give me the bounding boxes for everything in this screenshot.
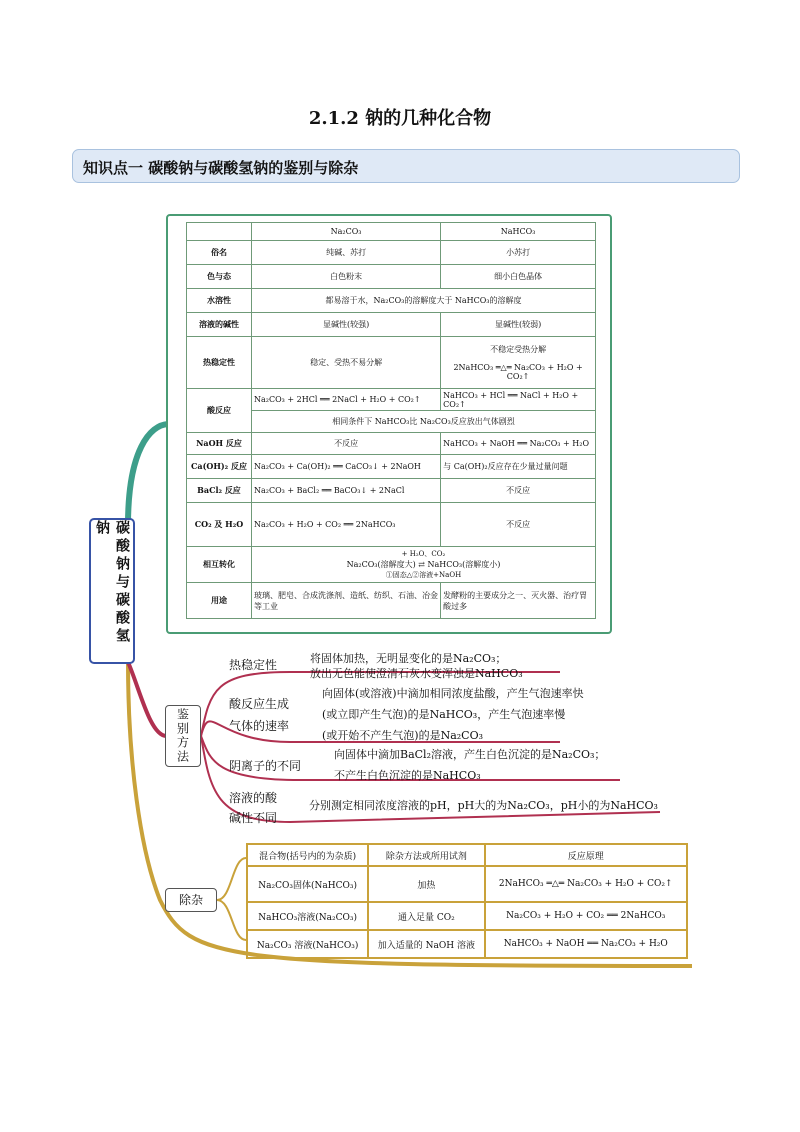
cell: 纯碱、苏打 bbox=[252, 241, 441, 265]
identify-key: 热稳定性 bbox=[229, 658, 278, 672]
cell: 都易溶于水，Na₂CO₃的溶解度大于 NaHCO₃的溶解度 bbox=[252, 289, 596, 313]
identify-text: 不产生白色沉淀的是NaHCO₃ bbox=[334, 769, 481, 782]
removal-cell: 加热 bbox=[368, 866, 484, 902]
equation: Na₂CO₃ + H₂O + CO₂ ══ 2NaHCO₃ bbox=[252, 503, 441, 547]
connector-table bbox=[128, 424, 168, 525]
removal-header: 除杂方法或所用试剂 bbox=[368, 844, 484, 866]
section-title: 知识点一 碳酸钠与碳酸氢钠的鉴别与除杂 bbox=[83, 159, 359, 177]
removal-header: 反应原理 bbox=[485, 844, 687, 866]
identify-text: (或立即产生气泡)的是NaHCO₃，产生气泡速率慢 bbox=[322, 708, 566, 721]
row-label: 水溶性 bbox=[187, 289, 252, 313]
cell bbox=[441, 337, 596, 389]
row-label: 俗名 bbox=[187, 241, 252, 265]
cell: 与 Ca(OH)₂反应存在少量过量问题 bbox=[441, 455, 596, 479]
identify-key: 酸反应生成气体的速率 bbox=[229, 697, 290, 733]
row-label: CO₂ 及 H₂O bbox=[187, 503, 252, 547]
equation: Na₂CO₃ + BaCl₂ ══ BaCO₃↓ + 2NaCl bbox=[252, 479, 441, 503]
removal-table bbox=[246, 843, 688, 959]
removal-cell: Na₂CO₃固体(NaHCO₃) bbox=[247, 866, 368, 902]
row-label: 溶液的碱性 bbox=[187, 313, 252, 337]
header-na2co3: Na₂CO₃ bbox=[252, 223, 441, 241]
removal-cell: NaHCO₃ + NaOH ══ Na₂CO₃ + H₂O bbox=[485, 930, 687, 958]
mindmap-root bbox=[89, 518, 135, 664]
connector-identify bbox=[128, 662, 166, 736]
conversion-bottom: ①固态△②溶液+NaOH bbox=[385, 571, 462, 579]
cell: 不反应 bbox=[441, 479, 596, 503]
identify-text: 放出无色能使澄清石灰水变浑浊是NaHCO₃ bbox=[310, 667, 523, 680]
branch-identify bbox=[165, 705, 201, 767]
identify-key: 溶液的酸碱性不同 bbox=[229, 791, 278, 825]
equation: Na₂CO₃ + Ca(OH)₂ ══ CaCO₃↓ + 2NaOH bbox=[252, 455, 441, 479]
branch-remove: 除杂 bbox=[165, 888, 217, 912]
cell: 稳定、受热不易分解 bbox=[252, 337, 441, 389]
header-nahco3: NaHCO₃ bbox=[441, 223, 596, 241]
equation: NaHCO₃ + NaOH ══ Na₂CO₃ + H₂O bbox=[441, 433, 596, 455]
equation: 2NaHCO₃ ═△═ Na₂CO₃ + H₂O + CO₂↑ bbox=[453, 363, 583, 381]
header-empty bbox=[187, 223, 252, 241]
cell: 相同条件下 NaHCO₃比 Na₂CO₃反应放出气体剧烈 bbox=[252, 411, 596, 433]
equation: NaHCO₃ + HCl ══ NaCl + H₂O + CO₂↑ bbox=[441, 389, 596, 411]
identify-text: 向固体中滴加BaCl₂溶液，产生白色沉淀的是Na₂CO₃； bbox=[334, 748, 606, 761]
identify-text: 向固体(或溶液)中滴加相同浓度盐酸，产生气泡速率快 bbox=[322, 687, 584, 700]
row-label: 相互转化 bbox=[187, 547, 252, 583]
cell-line: 不稳定受热分解 bbox=[490, 345, 547, 354]
removal-cell: 加入适量的 NaOH 溶液 bbox=[368, 930, 484, 958]
cell: 显碱性(较弱) bbox=[441, 313, 596, 337]
conversion-main: Na₂CO₃(溶解度大) ⇄ NaHCO₃(溶解度小) bbox=[346, 560, 501, 569]
identify-text: 分别测定相同浓度溶液的pH，pH大的为Na₂CO₃，pH小的为NaHCO₃ bbox=[309, 799, 658, 812]
identify-key: 阴离子的不同 bbox=[229, 759, 302, 773]
row-label: 酸反应 bbox=[187, 389, 252, 433]
removal-cell: 通入足量 CO₂ bbox=[368, 902, 484, 930]
cell: 细小白色晶体 bbox=[441, 265, 596, 289]
identify-text: 将固体加热，无明显变化的是Na₂CO₃； bbox=[310, 652, 507, 665]
conversion-top: + H₂O、CO₂ bbox=[401, 550, 446, 558]
removal-cell: Na₂CO₃ 溶液(NaHCO₃) bbox=[247, 930, 368, 958]
cell: 不反应 bbox=[252, 433, 441, 455]
row-label: BaCl₂ 反应 bbox=[187, 479, 252, 503]
cell: 显碱性(较强) bbox=[252, 313, 441, 337]
removal-cell: 2NaHCO₃ ═△═ Na₂CO₃ + H₂O + CO₂↑ bbox=[485, 866, 687, 902]
cell: 玻璃、肥皂、合成洗涤剂、造纸、纺织、石油、冶金等工业 bbox=[252, 583, 441, 619]
removal-cell: Na₂CO₃ + H₂O + CO₂ ══ 2NaHCO₃ bbox=[485, 902, 687, 930]
row-label: Ca(OH)₂ 反应 bbox=[187, 455, 252, 479]
cell: 发酵粉的主要成分之一、灭火器、治疗胃酸过多 bbox=[441, 583, 596, 619]
row-label: 热稳定性 bbox=[187, 337, 252, 389]
removal-header: 混合物(括号内的为杂质) bbox=[247, 844, 368, 866]
removal-cell: NaHCO₃溶液(Na₂CO₃) bbox=[247, 902, 368, 930]
cell: 白色粉末 bbox=[252, 265, 441, 289]
conversion-cell bbox=[252, 547, 596, 583]
identify-text: (或开始不产生气泡)的是Na₂CO₃ bbox=[322, 729, 484, 742]
row-label: 色与态 bbox=[187, 265, 252, 289]
comparison-table bbox=[186, 222, 596, 619]
root-label: 碳酸钠与碳酸氢钠 bbox=[94, 520, 130, 646]
cell: 不反应 bbox=[441, 503, 596, 547]
row-label: 用途 bbox=[187, 583, 252, 619]
cell: 小苏打 bbox=[441, 241, 596, 265]
branch-identify-label: 鉴别方法 bbox=[175, 708, 190, 764]
row-label: NaOH 反应 bbox=[187, 433, 252, 455]
page-title: 2.1.2 钠的几种化合物 bbox=[308, 108, 492, 129]
equation: Na₂CO₃ + 2HCl ══ 2NaCl + H₂O + CO₂↑ bbox=[252, 389, 441, 411]
